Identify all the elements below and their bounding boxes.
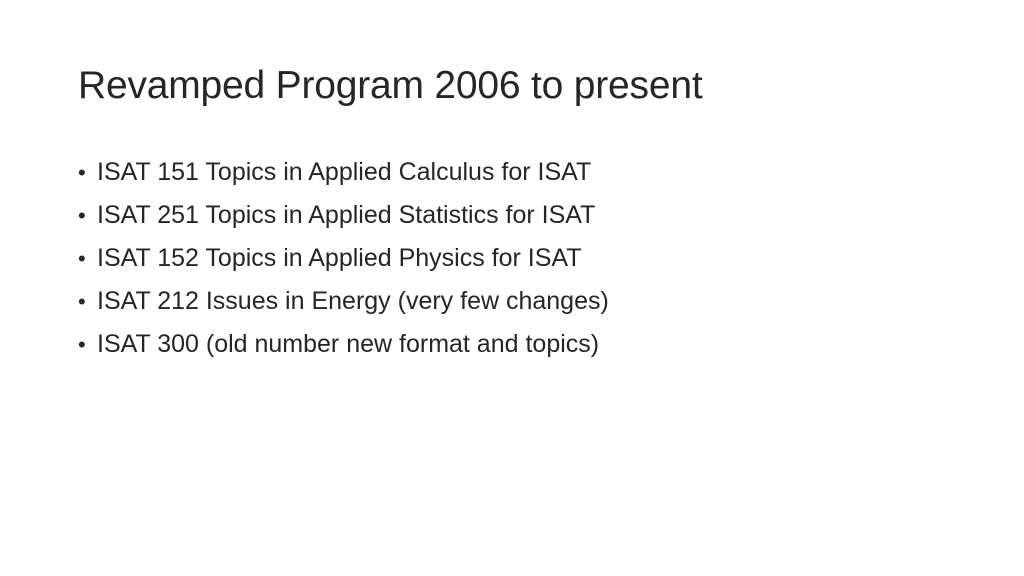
slide-title: Revamped Program 2006 to present (78, 64, 703, 107)
bullet-icon: • (78, 289, 86, 314)
bullet-icon: • (78, 246, 86, 271)
list-item (78, 280, 958, 323)
bullet-text: ISAT 212 Issues in Energy (very few changes) (97, 287, 609, 315)
bullet-icon: • (78, 332, 86, 357)
bullet-text: ISAT 152 Topics in Applied Physics for ISAT (97, 244, 582, 272)
bullet-text: ISAT 251 Topics in Applied Statistics for ISAT (97, 201, 596, 229)
list-item (78, 323, 958, 366)
list-item (78, 194, 958, 237)
list-item (78, 237, 958, 280)
bullet-icon: • (78, 160, 86, 185)
bullet-list (78, 151, 958, 366)
list-item (78, 151, 958, 194)
bullet-icon: • (78, 203, 86, 228)
bullet-text: ISAT 300 (old number new format and topics) (97, 330, 600, 358)
bullet-text: ISAT 151 Topics in Applied Calculus for ISAT (97, 158, 592, 186)
